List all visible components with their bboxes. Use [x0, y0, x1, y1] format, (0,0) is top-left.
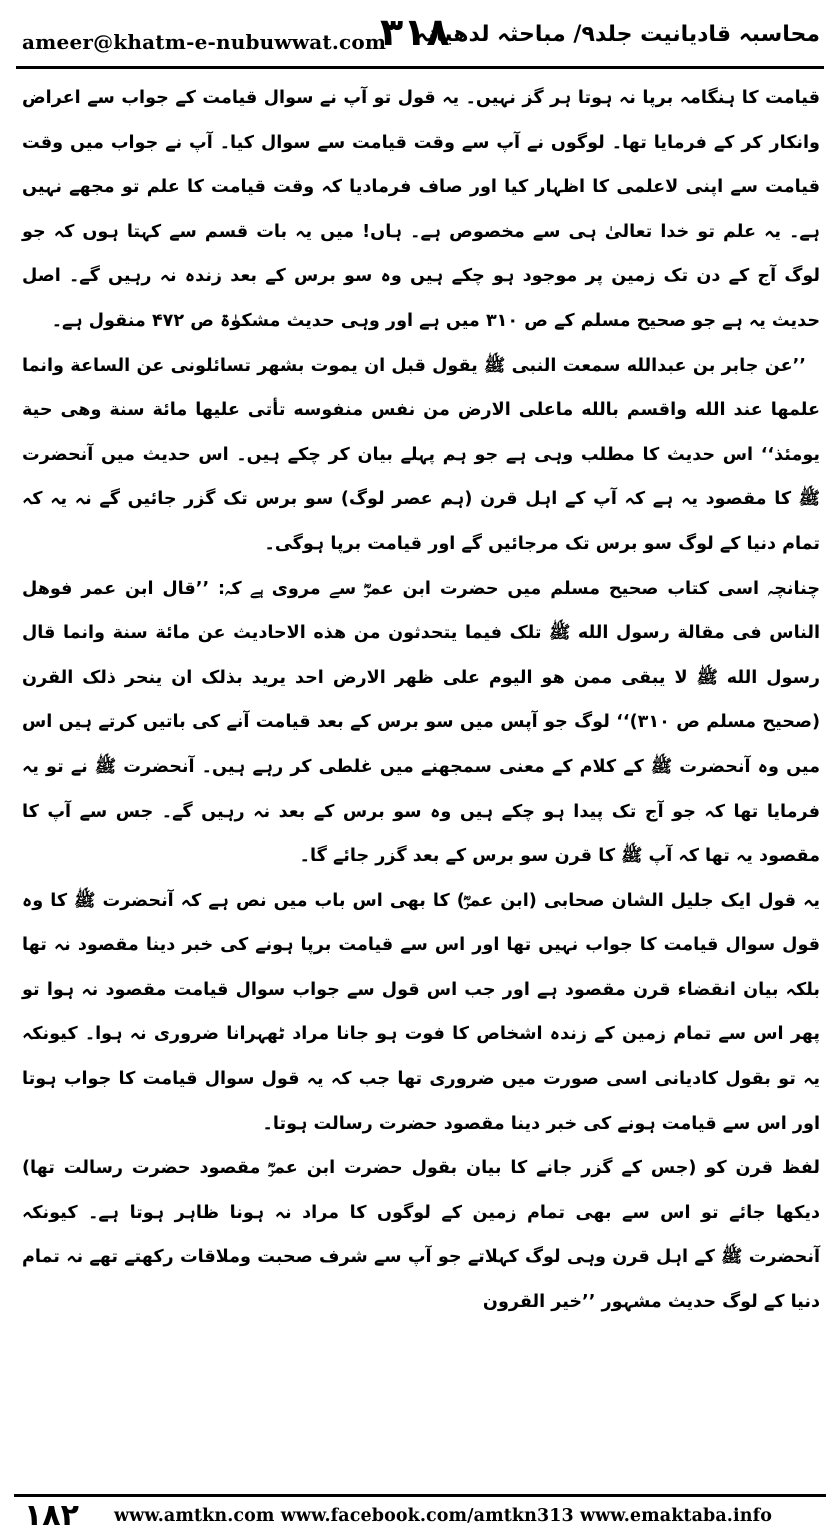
- paragraph-3: چنانچہ اسی کتاب صحیح مسلم میں حضرت ابن عمرؓ سے مروی ہے کہ: ’’قال ابن عمر فوهل الناس فی مقالة رسول الله ﷺ تلک فیما یتحدثون من هذه الاحادیث عن مائة سنة وانما قال رسول الله ﷺ لا یبقی ممن هو الیوم علی ظهر الارض احد یرید بذلک ان ینحر ذلک القرن (صحیح مسلم ص ۳۱۰)‘‘ لوگ جو آپس میں سو برس کے بعد قیامت آنے کی باتیں کرتے ہیں اس میں وہ آنحضرت ﷺ کے کلام کے معنی سمجھنے میں غلطی کر رہے ہیں۔ آنحضرت ﷺ نے تو یہ فرمایا تھا کہ جو آج تک پیدا ہو چکے ہیں وہ سو برس کے بعد نہ رہیں گے۔ جس سے آپ کا مقصود یہ تھا کہ آپ ﷺ کا قرن سو برس کے بعد گزر جائے گا۔: [22, 578, 821, 867]
- page-body: [22, 76, 820, 1325]
- page-header: [18, 6, 822, 66]
- paragraph-5: لفظ قرن کو (جس کے گزر جانے کا بیان بقول حضرت ابن عمرؓ مقصود حضرت رسالت تھا) دیکھا جائے تو اس سے بھی تمام زمین کے لوگوں کا مراد نہ ہونا ظاہر ہوتا ہے۔ کیونکہ آنحضرت ﷺ کے اہل قرن وہی لوگ کہلاتے جو آپ سے شرف صحبت وملاقات رکھتے تھے نہ تمام دنیا کے لوگ حدیث مشہور ’’خیر القرون: [22, 1158, 820, 1313]
- header-divider: [16, 66, 824, 69]
- header-page-number: ۳۱۸: [380, 10, 450, 54]
- paragraph-2: ’’عن جابر بن عبدالله سمعت النبی ﷺ یقول قبل ان یموت بشهر تسائلونی عن الساعة وانما علمها عند الله واقسم بالله ماعلی الارض من نفس منفوسه تأتی علیها مائة سنة وهی حیة یومئذ‘‘ اس حدیث کا مطلب وہی ہے جو ہم پہلے بیان کر چکے ہیں۔ اس حدیث میں آنحضرت ﷺ کا مقصود یہ ہے کہ آپ کے اہل قرن (ہم عصر لوگ) سو برس تک گزر جائیں گے نہ یہ کہ تمام دنیا کے لوگ سو برس تک مرجائیں گے اور قیامت برپا ہوگی۔: [22, 355, 820, 554]
- footer-page-number: ۱۸۲: [24, 1498, 79, 1533]
- paragraph-1: قیامت کا ہنگامہ برپا نہ ہوتا ہر گز نہیں۔ یہ قول تو آپ نے سوال قیامت کے جواب سے اعراض وانکار کر کے فرمایا تھا۔ لوگوں نے آپ سے وقت قیامت سے سوال کیا۔ آپ نے جواب میں وقت قیامت سے اپنی لاعلمی کا اظہار کیا اور صاف فرمادیا کہ وقت قیامت کا علم تو مجھے نہیں ہے۔ یہ علم تو خدا تعالیٰ ہی سے مخصوص ہے۔ ہاں! میں یہ بات قسم سے کہتا ہوں کہ جو لوگ آج کے دن تک زمین پر موجود ہو چکے ہیں وہ سو برس کے بعد زندہ نہ رہیں گے۔ اصل حدیث یہ ہے جو صحیح مسلم کے ص ۳۱۰ میں ہے اور وہی حدیث مشکوٰۃ ص ۴۷۲ منقول ہے۔: [22, 88, 820, 331]
- header-email: ameer@khatm-e-nubuwwat.com: [22, 30, 387, 54]
- footer-links[interactable]: www.amtkn.com www.facebook.com/amtkn313 www.emaktaba.info: [114, 1506, 772, 1526]
- page-footer: [14, 1494, 826, 1532]
- footer-divider: [14, 1494, 826, 1497]
- paragraph-4: یہ قول ایک جلیل الشان صحابی (ابن عمرؓ) کا بھی اس باب میں نص ہے کہ آنحضرت ﷺ کا وہ قول سوال قیامت کا جواب نہیں تھا اور اس سے قیامت برپا ہونے کی خبر دینا مقصود نہ تھا بلکہ بیان انقضاء قرن مقصود ہے اور جب اس قول سے جواب سوال قیامت مقصود نہ ہوا تو پھر اس سے تمام زمین کے زندہ اشخاص کا فوت ہو جانا مراد ٹھہرانا ضروری نہ ہوا۔ کیونکہ یہ تو بقول کادیانی اسی صورت میں ضروری تھا جب کہ یہ قول سوال قیامت کا جواب ہوتا اور اس سے قیامت ہونے کی خبر دینا مقصود حضرت رسالت ہوتا۔: [22, 890, 820, 1134]
- header-book-title: محاسبہ قادیانیت جلد۹/ مباحثہ لدھیانہ: [414, 22, 820, 47]
